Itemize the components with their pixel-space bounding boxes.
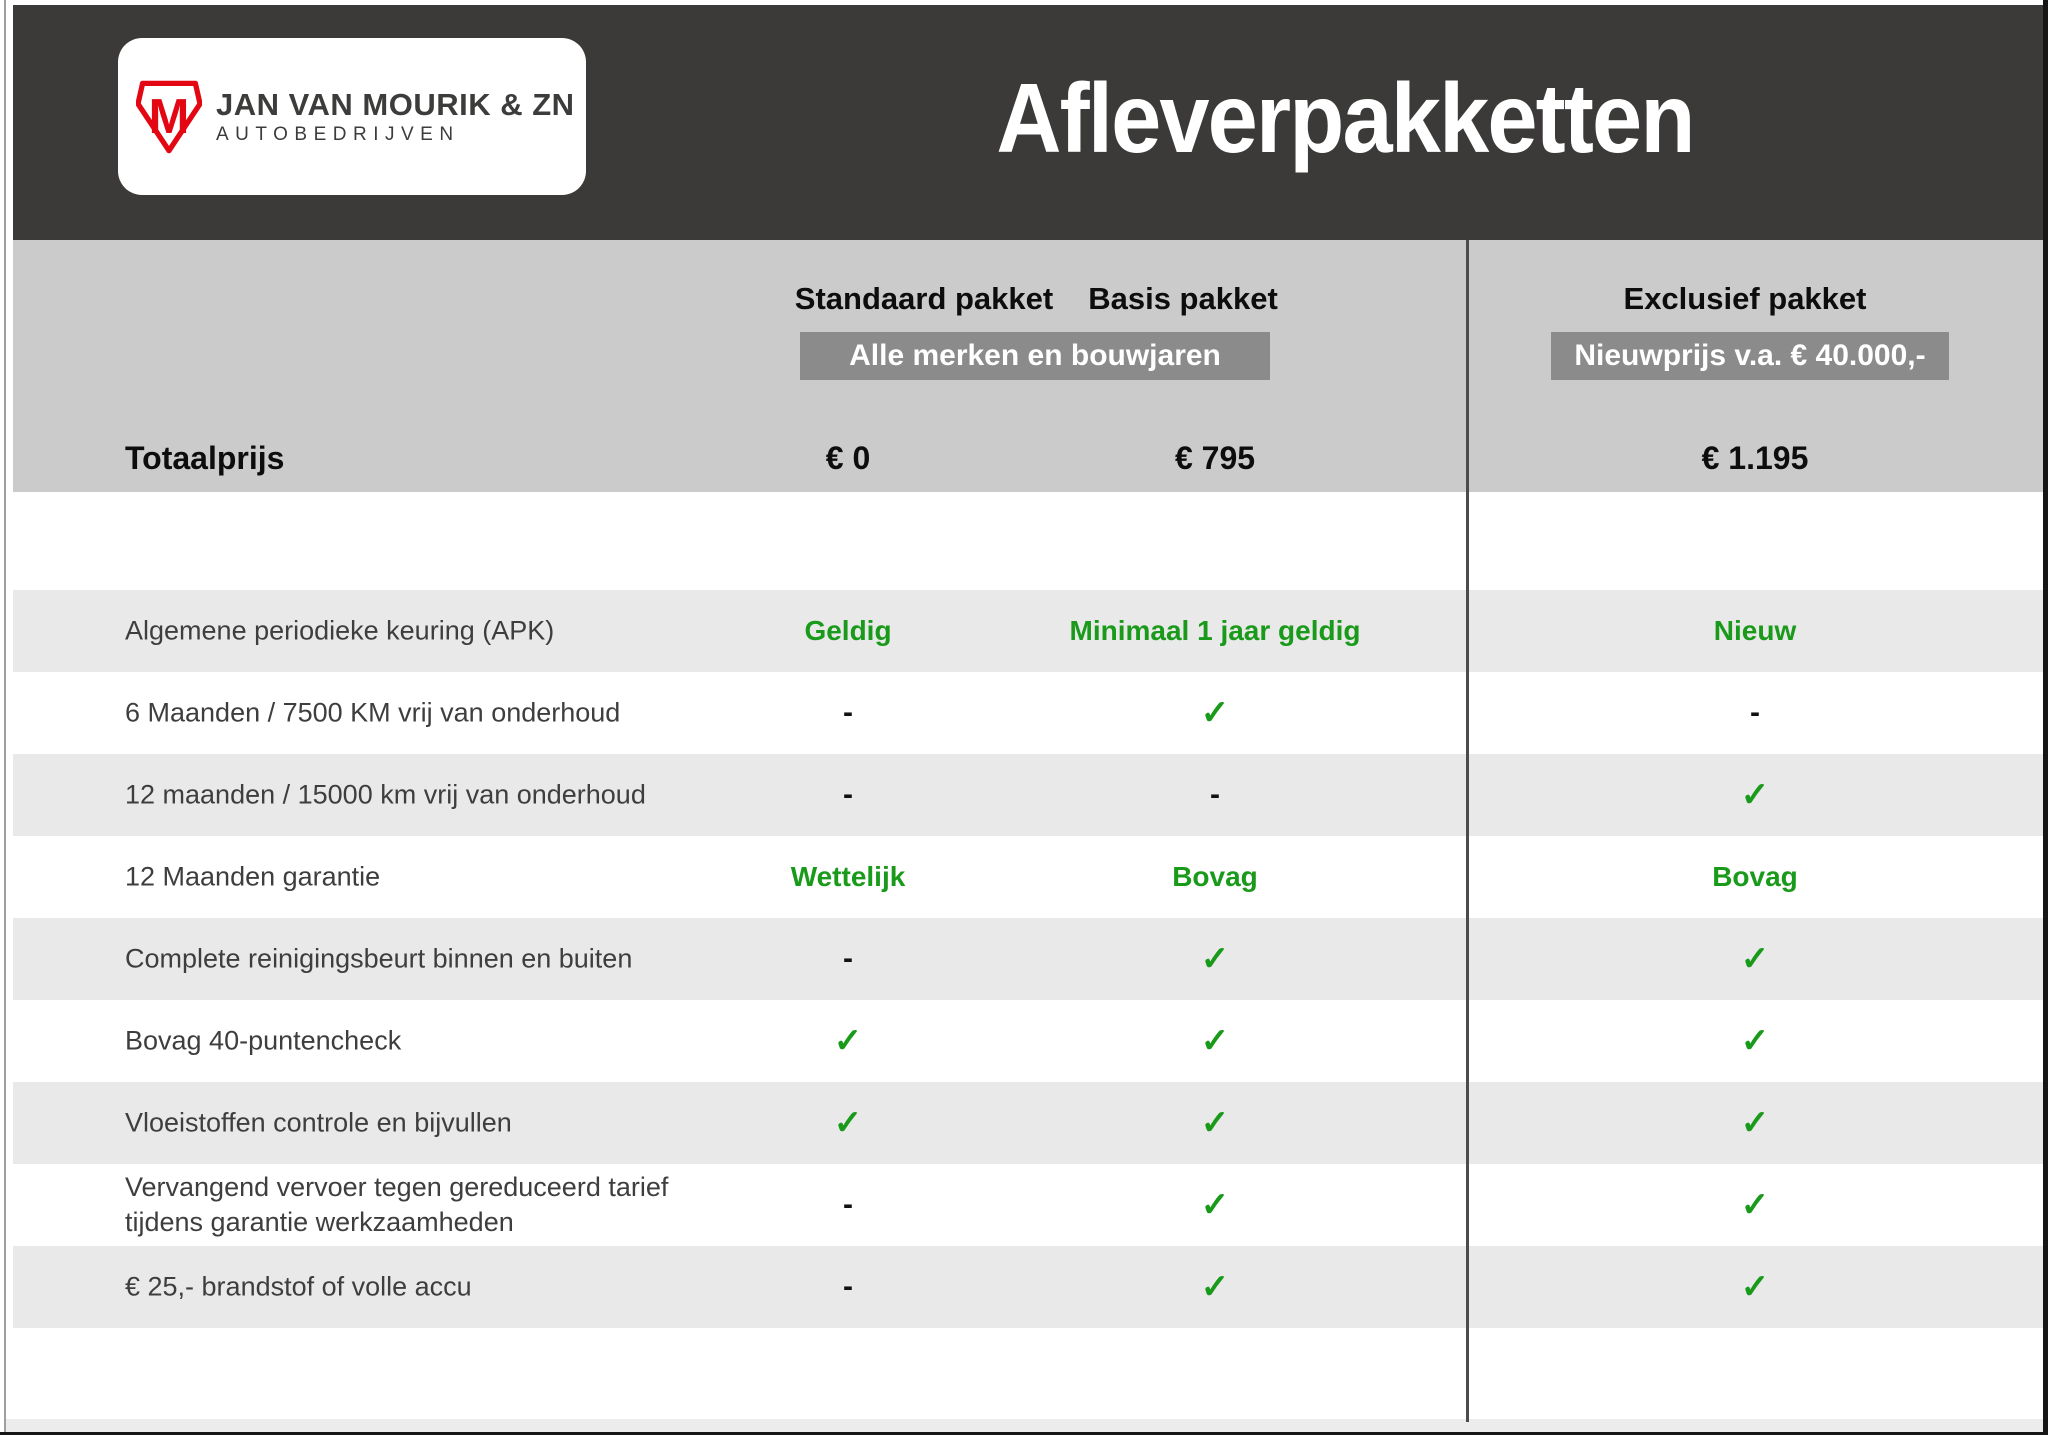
feature-label: Vloeistoffen controle en bijvullen (125, 1107, 512, 1138)
exclusief-value: Bovag (1712, 861, 1798, 892)
feature-row (13, 754, 2043, 836)
feature-table (13, 590, 2043, 1328)
column-header-exclusief: Exclusief pakket (1623, 281, 1867, 316)
feature-label: Vervangend vervoer tegen gereduceerd tarief tijdens garantie werkzaamheden (125, 1171, 669, 1237)
standaard-value check-icon: ✓ (833, 1104, 863, 1142)
right-border-line (2043, 0, 2048, 1435)
basis-value check-icon: ✓ (1200, 940, 1230, 978)
page-header (13, 5, 2043, 240)
column-header-basis: Basis pakket (1088, 281, 1278, 316)
exclusief-value check-icon: ✓ (1740, 1186, 1770, 1224)
brand-logo (118, 38, 586, 195)
feature-row (13, 1164, 2043, 1246)
feature-row (13, 1082, 2043, 1164)
badge-exclusief-price: Nieuwprijs v.a. € 40.000,- (1551, 332, 1949, 380)
total-basis: € 795 (1174, 440, 1256, 476)
basis-value check-icon: ✓ (1200, 1022, 1230, 1060)
standaard-value: - (843, 942, 853, 975)
feature-label: 12 Maanden garantie (125, 861, 381, 892)
standaard-value: Wettelijk (790, 861, 906, 892)
exclusief-value check-icon: ✓ (1740, 1268, 1770, 1306)
basis-value: Minimaal 1 jaar geldig (1069, 615, 1361, 646)
feature-label: 12 maanden / 15000 km vrij van onderhoud (125, 779, 646, 810)
standaard-value: - (843, 1270, 853, 1303)
basis-value check-icon: ✓ (1200, 1268, 1230, 1306)
exclusief-value check-icon: ✓ (1740, 940, 1770, 978)
basis-value check-icon: ✓ (1200, 694, 1230, 732)
feature-label: Complete reinigingsbeurt binnen en buiten (125, 943, 633, 974)
brand-text (216, 88, 575, 146)
exclusief-value check-icon: ✓ (1740, 1022, 1770, 1060)
feature-label: 6 Maanden / 7500 KM vrij van onderhoud (125, 697, 621, 728)
feature-label: € 25,- brandstof of volle accu (125, 1271, 472, 1302)
standaard-value check-icon: ✓ (833, 1022, 863, 1060)
brand-shield-m-icon (136, 80, 202, 154)
left-border-line (4, 0, 6, 1435)
standaard-value: - (843, 696, 853, 729)
feature-row (13, 918, 2043, 1000)
feature-row (13, 836, 2043, 918)
basis-value check-icon: ✓ (1200, 1104, 1230, 1142)
total-standaard: € 0 (825, 440, 871, 476)
feature-label: Bovag 40-puntencheck (125, 1025, 402, 1056)
badge-all-brands: Alle merken en bouwjaren (800, 332, 1270, 380)
feature-label: Algemene periodieke keuring (APK) (125, 615, 555, 646)
basis-value check-icon: ✓ (1200, 1186, 1230, 1224)
brand-subtitle: AUTOBEDRIJVEN (216, 123, 460, 145)
total-exclusief: € 1.195 (1701, 440, 1809, 476)
exclusief-value check-icon: ✓ (1740, 776, 1770, 814)
svg-text:M: M (148, 89, 190, 144)
brand-name: JAN VAN MOURIK & ZN (216, 86, 575, 122)
exclusief-value: Nieuw (1713, 615, 1797, 646)
feature-row (13, 1246, 2043, 1328)
feature-row (13, 672, 2043, 754)
feature-row (13, 1000, 2043, 1082)
basis-value: - (1210, 778, 1220, 811)
exclusief-value: - (1750, 696, 1760, 729)
page-title: Afleverpakketten (996, 63, 1694, 173)
column-header-standaard: Standaard pakket (794, 281, 1054, 316)
exclusief-value check-icon: ✓ (1740, 1104, 1770, 1142)
package-header-band (13, 240, 2043, 492)
standaard-value: - (843, 1188, 853, 1221)
standaard-value: - (843, 778, 853, 811)
basis-value: Bovag (1172, 861, 1258, 892)
totals-label: Totaalprijs (125, 440, 285, 476)
bottom-gray-strip (6, 1419, 2043, 1432)
feature-row (13, 590, 2043, 672)
column-divider-line (1466, 240, 1469, 1422)
standaard-value: Geldig (804, 615, 892, 646)
